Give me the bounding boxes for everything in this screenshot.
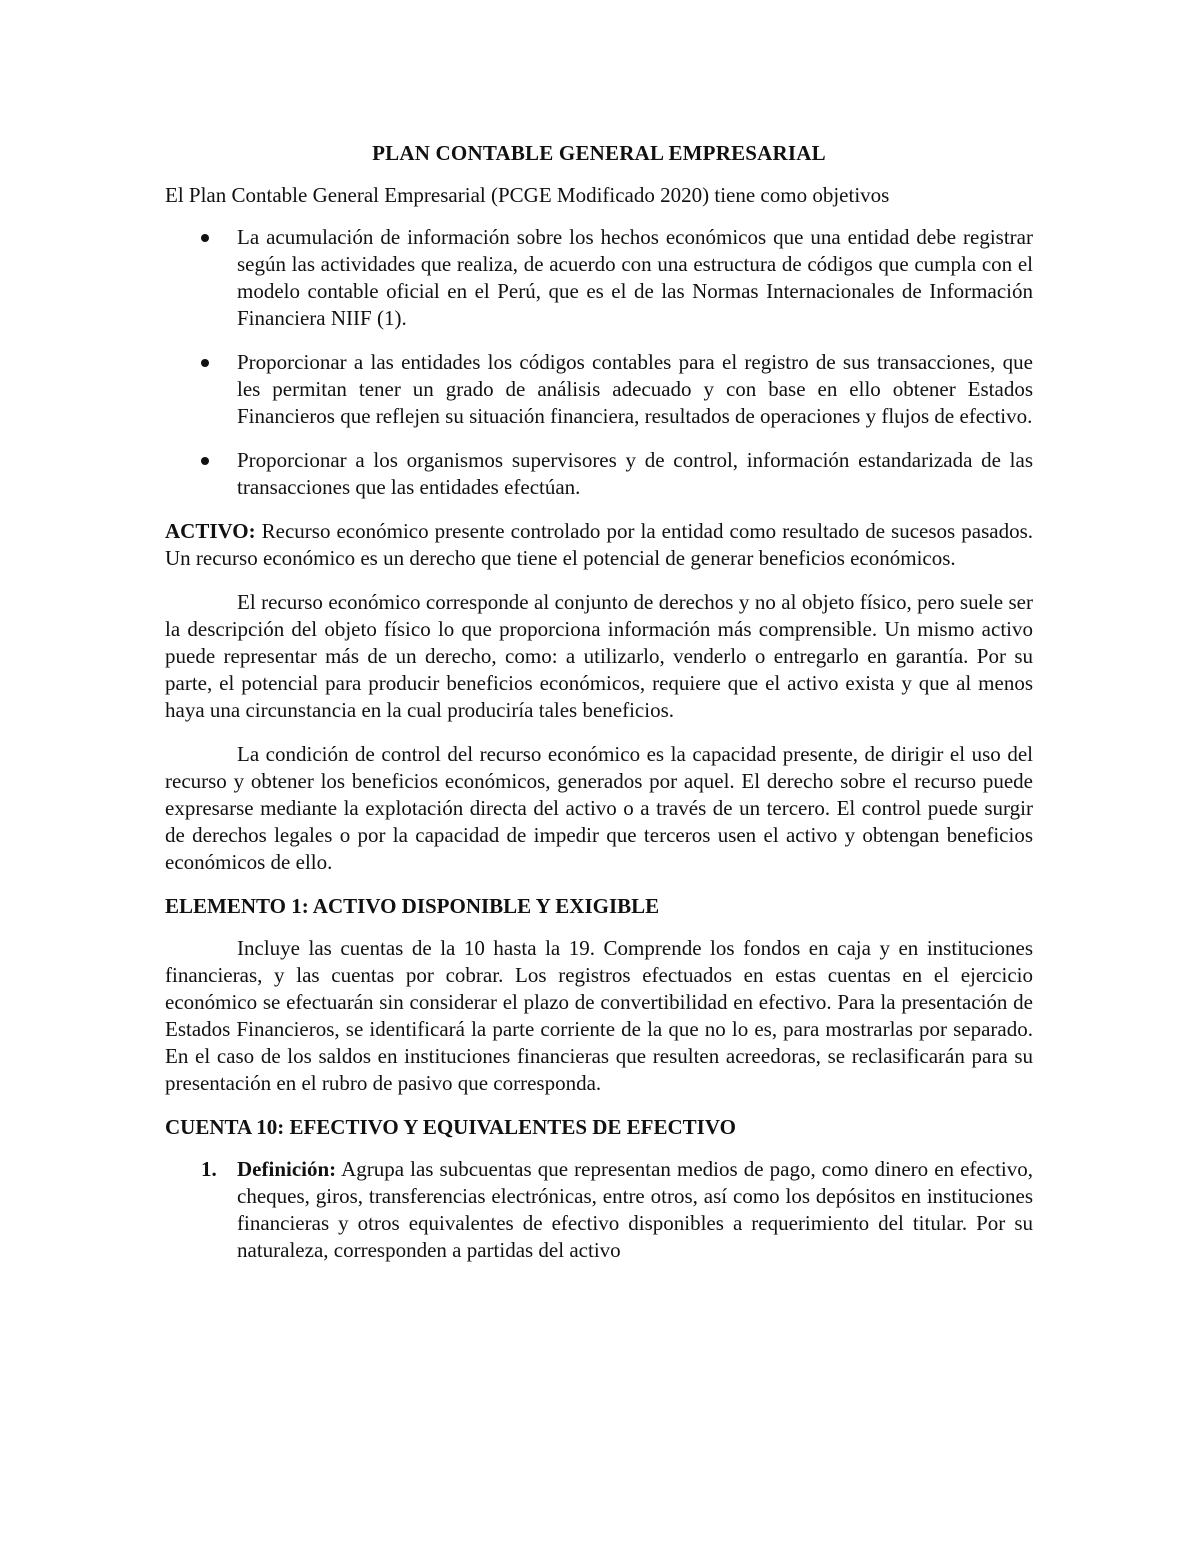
activo-label: ACTIVO: bbox=[165, 519, 256, 543]
activo-definition bbox=[165, 518, 1033, 572]
objective-text: Proporcionar a las entidades los códigos contables para el registro de sus transacciones, que les permitan tener un grado de análisis adecuado y con base en ello obtener Estados Financieros que reflejen su situación financiera, resultados de operaciones y flujos de efectivo. bbox=[237, 350, 1033, 428]
bullet-icon bbox=[201, 234, 209, 242]
item-label: Definición: bbox=[237, 1157, 337, 1181]
document-title: PLAN CONTABLE GENERAL EMPRESARIAL bbox=[372, 141, 826, 165]
cuenta-10-list bbox=[165, 1156, 1033, 1264]
list-item bbox=[165, 224, 1033, 332]
list-item bbox=[165, 447, 1033, 501]
paragraph: El recurso económico corresponde al conjunto de derechos y no al objeto físico, pero suele ser la descripción del objeto físico lo que proporciona información más comprensible. Un mismo activo puede representar más de un derecho, como: a utilizarlo, venderlo o entregarlo en garantía. Por su parte, el potencial para producir beneficios económicos, requiere que el activo exista y que al menos haya una circunstancia en la cual produciría tales beneficios. bbox=[165, 590, 1033, 722]
bullet-icon bbox=[201, 457, 209, 465]
item-number: 1. bbox=[201, 1157, 217, 1181]
elemento-1-text: Incluye las cuentas de la 10 hasta la 19. Comprende los fondos en caja y en instituciones financieras, y las cuentas por cobrar. Los registros efectuados en estas cuentas en el ejercicio económico se efectuarán sin considerar el plazo de convertibilidad en efectivo. Para la presentación de Estados Financieros, se identificará la parte corriente de la que no lo es, para mostrarlas por separado. En el caso de los saldos en instituciones financieras que resulten acreedoras, se reclasificarán para su presentación en el rubro de pasivo que corresponda. bbox=[165, 936, 1033, 1095]
objectives-list bbox=[165, 224, 1033, 501]
intro-text: El Plan Contable General Empresarial (PCGE Modificado 2020) tiene como objetivos bbox=[165, 183, 890, 207]
list-item bbox=[165, 349, 1033, 430]
bullet-icon bbox=[201, 359, 209, 367]
paragraph: La condición de control del recurso económico es la capacidad presente, de dirigir el uso del recurso y obtener los beneficios económicos, generados por aquel. El derecho sobre el recurso puede expresarse mediante la explotación directa del activo o a través de un tercero. El control puede surgir de derechos legales o por la capacidad de impedir que terceros usen el activo y obtengan beneficios económicos de ello. bbox=[165, 742, 1033, 874]
list-item bbox=[165, 1156, 1033, 1264]
document-page bbox=[165, 140, 1033, 1264]
objective-text: Proporcionar a los organismos supervisores y de control, información estandarizada de las transacciones que las entidades efectúan. bbox=[237, 448, 1033, 499]
activo-text: Recurso económico presente controlado por la entidad como resultado de sucesos pasados. Un recurso económico es un derecho que tiene el potencial de generar beneficios económicos. bbox=[165, 519, 1033, 570]
objective-text: La acumulación de información sobre los hechos económicos que una entidad debe registrar según las actividades que realiza, de acuerdo con una estructura de códigos que cumpla con el modelo contable oficial en el Perú, que es el de las Normas Internacionales de Información Financiera NIIF (1). bbox=[237, 225, 1033, 330]
cuenta-10-heading: CUENTA 10: EFECTIVO Y EQUIVALENTES DE EFECTIVO bbox=[165, 1115, 736, 1139]
elemento-1-heading: ELEMENTO 1: ACTIVO DISPONIBLE Y EXIGIBLE bbox=[165, 894, 660, 918]
item-text: Agrupa las subcuentas que representan medios de pago, como dinero en efectivo, cheques, giros, transferencias electrónicas, entre otros, así como los depósitos en instituciones financieras y otros equivalentes de efectivo disponibles a requerimiento del titular. Por su naturaleza, corresponden a partidas del activo bbox=[237, 1157, 1033, 1262]
